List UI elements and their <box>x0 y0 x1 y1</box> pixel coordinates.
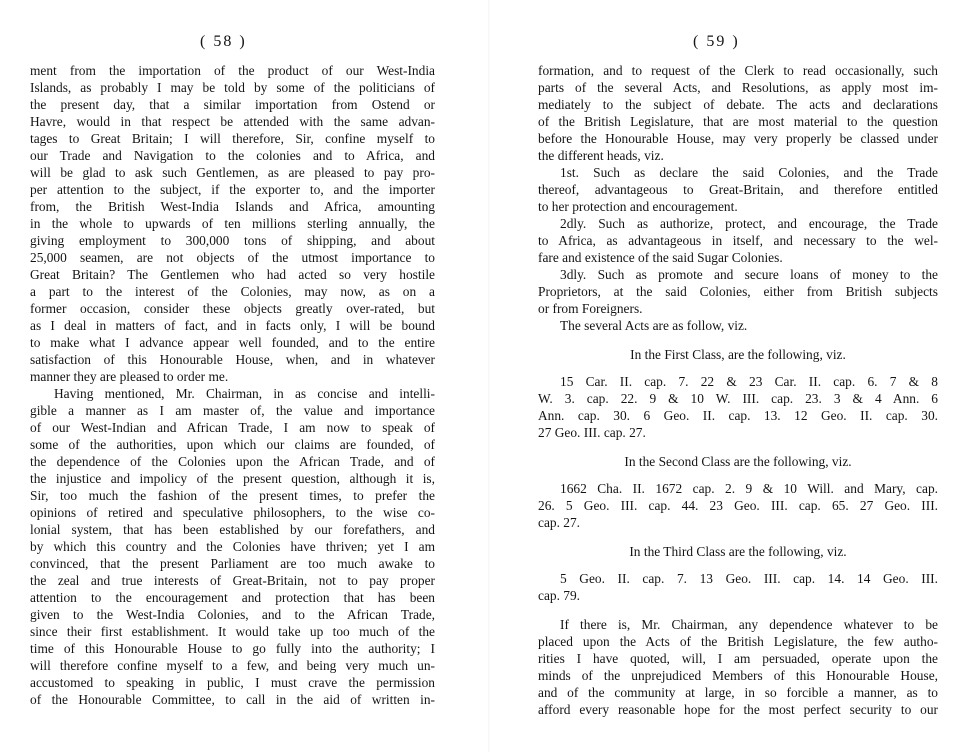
text-line: cap. 27. <box>538 515 581 530</box>
text-line: giving employment to 300,000 tons of shipping, and about <box>30 233 435 248</box>
text-line: mediately to the subject of debate. The acts and declarations <box>538 97 938 112</box>
first-class-heading: In the First Class, are the following, viz. <box>630 347 846 362</box>
text-line: of the British Legislature, that are most material to the question <box>538 114 938 129</box>
text-line: 15 Car. II. cap. 7. 22 & 23 Car. II. cap. 6. 7 & 8 <box>560 374 938 389</box>
text-line: will be glad to ask such Gentlemen, as are pleased to pay pro- <box>30 165 435 180</box>
text-line: fare and existence of the said Sugar Colonies. <box>538 250 783 265</box>
text-line: Sir, too much the fashion of the present times, to prefer the <box>30 488 435 503</box>
text-line: parts of the several Acts, and Resolutions, as apply most im- <box>538 80 938 95</box>
text-line: some of the authorities, upon which our claims are founded, of <box>30 437 435 452</box>
list-item-second: 2dly. Such as authorize, protect, and encourage, the Trade <box>560 216 938 231</box>
page-gutter <box>488 0 490 752</box>
text-line: Havre, would in that respect be attended with the same advan- <box>30 114 435 129</box>
list-item-third: 3dly. Such as promote and secure loans of money to the <box>560 267 938 282</box>
text-line: given to the West-India Colonies, and to the African Trade, <box>30 607 435 622</box>
text-line: attention to the encouragement and protection that has been <box>30 590 435 605</box>
text-line: afford every reasonable hope for the most perfect security to our <box>538 702 938 717</box>
text-line: by which this country and the Colonies have thriven; yet I am <box>30 539 435 554</box>
text-line: thereof, advantageous to Great-Britain, and therefore entitled <box>538 182 938 197</box>
spacer <box>538 604 938 616</box>
text-line: Ann. cap. 30. 6 Geo. II. cap. 13. 12 Geo. II. cap. 30. <box>538 408 938 423</box>
text-line: as I deal in matters of fact, and in facts only, I will be bound <box>30 318 435 333</box>
text-line: 5 Geo. II. cap. 7. 13 Geo. III. cap. 14. 14 Geo. III. <box>560 571 938 586</box>
text-line: and of the community at large, in so forcible a manner, as to <box>538 685 938 700</box>
text-line: the different heads, viz. <box>538 148 664 163</box>
text-line: the injustice and impolicy of the present question, although it is, <box>30 471 435 486</box>
spacer <box>538 470 938 480</box>
text-line: 25,000 seamen, are not objects of the utmost importance to <box>30 250 435 265</box>
text-line: tages to Great Britain; I will therefore, Sir, confine myself to <box>30 131 435 146</box>
text-line: satisfaction of this Honourable House, when, and in whatever <box>30 352 435 367</box>
text-line: to Africa, as advantageous in itself, and necessary to the wel- <box>538 233 938 248</box>
text-line: former occasion, consider these objects greatly over-rated, but <box>30 301 435 316</box>
spacer <box>538 363 938 373</box>
page-number-right: ( 59 ) <box>693 33 740 50</box>
right-page-text <box>538 62 938 718</box>
text-line: placed upon the Acts of the British Legislature, the few autho- <box>538 634 938 649</box>
spacer <box>538 441 938 453</box>
text-line: the zeal and true interests of Great-Britain, not to pay proper <box>30 573 435 588</box>
text-line: the dependence of the Colonies upon the African Trade, and of <box>30 454 435 469</box>
text-line: lonial system, that has been established by our forefathers, and <box>30 522 435 537</box>
text-line: minds of the unprejudiced Members of this Honourable House, <box>538 668 938 683</box>
text-line: since their first establishment. It would take up too much of the <box>30 624 435 639</box>
third-class-heading: In the Third Class are the following, viz. <box>629 544 847 559</box>
page-number-left: ( 58 ) <box>200 33 247 50</box>
text-line: Great Britain? The Gentlemen who had acted so very hostile <box>30 267 435 282</box>
text-line: gible a manner as I am master of, the value and importance <box>30 403 435 418</box>
text-line: rities I have quoted, will, I am persuaded, operate upon the <box>538 651 938 666</box>
text-line: formation, and to request of the Clerk to read occasionally, such <box>538 63 938 78</box>
text-line: Proprietors, at the said Colonies, either from British subjects <box>538 284 938 299</box>
text-line: our Trade and Navigation to the colonies and to Africa, and <box>30 148 435 163</box>
text-line: 26. 5 Geo. III. cap. 44. 23 Geo. III. cap. 65. 27 Geo. III. <box>538 498 938 513</box>
text-line: to her protection and encouragement. <box>538 199 738 214</box>
spacer <box>538 334 938 346</box>
text-line: of the Honourable Committee, to call in the aid of written in- <box>30 692 435 707</box>
text-line: time of this Honourable House to go fully into the authority; I <box>30 641 435 656</box>
text-line: or from Foreigners. <box>538 301 643 316</box>
text-line: per attention to the subject, if the exporter to, and the importer <box>30 182 435 197</box>
text-line: 1662 Cha. II. 1672 cap. 2. 9 & 10 Will. and Mary, cap. <box>560 481 938 496</box>
text-line: of our West-Indian and African Trade, I am now to speak of <box>30 420 435 435</box>
spacer <box>538 560 938 570</box>
text-line: 27 Geo. III. cap. 27. <box>538 425 646 440</box>
second-class-heading: In the Second Class are the following, viz. <box>624 454 852 469</box>
text-line: accustomed to speaking in public, I must crave the permission <box>30 675 435 690</box>
text-line: opinions of retired and speculative philosophers, to the wise co- <box>30 505 435 520</box>
text-line: cap. 79. <box>538 588 581 603</box>
text-line: before the Honourable House, may very properly be classed under <box>538 131 938 146</box>
text-line: manner they are pleased to order me. <box>30 369 229 384</box>
acts-intro: The several Acts are as follow, viz. <box>560 318 748 333</box>
text-line: the present day, that a similar importation from Ostend or <box>30 97 435 112</box>
text-line: will therefore confine myself to a few, and being very much un- <box>30 658 435 673</box>
text-line: ment from the importation of the product of our West-India <box>30 63 435 78</box>
text-line: from, the British West-India Islands and Africa, amounting <box>30 199 435 214</box>
text-line: W. 3. cap. 22. 9 & 10 W. III. cap. 23. 3 & 4 Ann. 6 <box>538 391 938 406</box>
text-line: If there is, Mr. Chairman, any dependence whatever to be <box>560 617 938 632</box>
text-line: in the whole to upwards of ten millions sterling annually, the <box>30 216 435 231</box>
text-line: Islands, as probably I may be told by some of the politicians of <box>30 80 435 95</box>
text-line: Having mentioned, Mr. Chairman, in as concise and intelli- <box>54 386 435 401</box>
spacer <box>538 531 938 543</box>
list-item-first: 1st. Such as declare the said Colonies, and the Trade <box>560 165 938 180</box>
left-page-text <box>30 62 435 708</box>
text-line: convinced, that the present Parliament are too much awake to <box>30 556 435 571</box>
text-line: a part to the interest of the Colonies, may now, as on a <box>30 284 435 299</box>
text-line: to make what I advance appear well founded, and to the entire <box>30 335 435 350</box>
